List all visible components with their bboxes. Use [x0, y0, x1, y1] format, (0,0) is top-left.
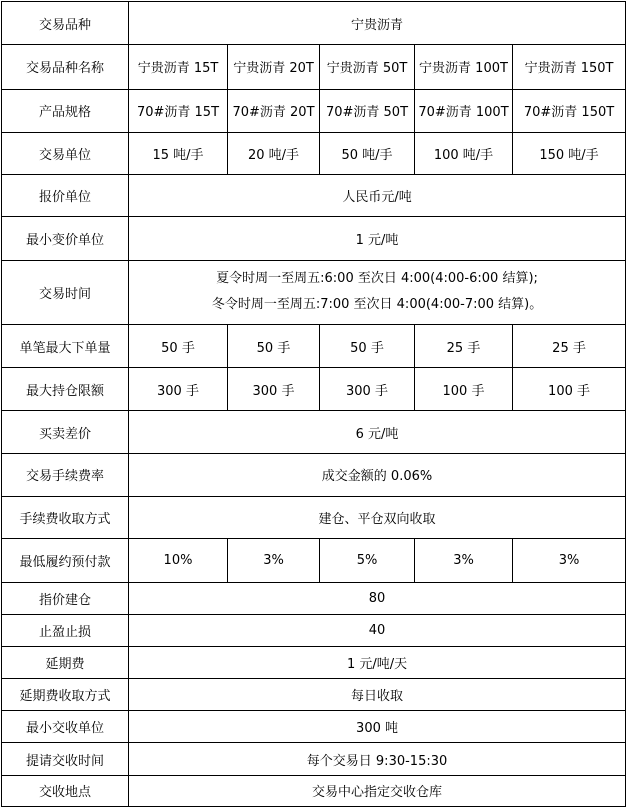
row-deferral-fee [2, 646, 626, 678]
row-variety [2, 2, 626, 45]
row-hours [2, 260, 626, 324]
cell-max-order: 50 手 [320, 324, 415, 367]
cell-margin: 5% [320, 539, 415, 582]
value-quote-unit: 人民币元/吨 [129, 175, 626, 217]
value-deferral-method: 每日收取 [129, 679, 626, 711]
row-min-delivery [2, 711, 626, 743]
label-delivery-place: 交收地点 [2, 775, 129, 806]
value-tick: 1 元/吨 [129, 217, 626, 260]
cell-max-position: 300 手 [320, 368, 415, 411]
cell-spec: 70#沥青 150T [513, 89, 626, 132]
label-fee-method: 手续费收取方式 [2, 497, 129, 539]
cell-max-order: 25 手 [415, 324, 513, 367]
cell-margin: 3% [415, 539, 513, 582]
cell-unit: 15 吨/手 [129, 132, 228, 174]
cell-name: 宁贵沥青 50T [320, 45, 415, 89]
label-delivery-time: 提请交收时间 [2, 743, 129, 775]
label-variety: 交易品种 [2, 2, 129, 45]
cell-unit: 50 吨/手 [320, 132, 415, 174]
label-tick: 最小变价单位 [2, 217, 129, 260]
cell-max-position: 300 手 [129, 368, 228, 411]
row-quote-unit [2, 175, 626, 217]
row-spread [2, 411, 626, 453]
cell-max-order: 25 手 [513, 324, 626, 367]
cell-name: 宁贵沥青 20T [228, 45, 320, 89]
row-delivery-time [2, 743, 626, 775]
value-tp-sl: 40 [129, 614, 626, 646]
row-max-order [2, 324, 626, 367]
label-quote-unit: 报价单位 [2, 175, 129, 217]
value-delivery-place: 交易中心指定交收仓库 [129, 775, 626, 806]
row-margin [2, 539, 626, 582]
label-deferral-method: 延期费收取方式 [2, 679, 129, 711]
row-unit [2, 132, 626, 174]
value-deferral-fee: 1 元/吨/天 [129, 646, 626, 678]
cell-spec: 70#沥青 50T [320, 89, 415, 132]
cell-name: 宁贵沥青 100T [415, 45, 513, 89]
row-spec [2, 89, 626, 132]
cell-margin: 3% [513, 539, 626, 582]
label-max-position: 最大持仓限额 [2, 368, 129, 411]
cell-max-position: 100 手 [513, 368, 626, 411]
row-delivery-place [2, 775, 626, 806]
cell-max-position: 100 手 [415, 368, 513, 411]
label-fee-rate: 交易手续费率 [2, 453, 129, 496]
label-unit: 交易单位 [2, 132, 129, 174]
row-fee-method [2, 497, 626, 539]
hours-summer: 夏令时周一至周五:6:00 至次日 4:00(4:00-6:00 结算); [216, 271, 538, 287]
label-names: 交易品种名称 [2, 45, 129, 89]
cell-unit: 150 吨/手 [513, 132, 626, 174]
cell-spec: 70#沥青 20T [228, 89, 320, 132]
value-spread: 6 元/吨 [129, 411, 626, 453]
hours-winter: 冬令时周一至周五:7:00 至次日 4:00(4:00-7:00 结算)。 [211, 297, 543, 313]
value-hours [129, 260, 626, 324]
cell-spec: 70#沥青 15T [129, 89, 228, 132]
label-limit-open: 指价建仓 [2, 582, 129, 614]
row-limit-open [2, 582, 626, 614]
cell-max-position: 300 手 [228, 368, 320, 411]
cell-unit: 100 吨/手 [415, 132, 513, 174]
label-hours: 交易时间 [2, 260, 129, 324]
label-max-order: 单笔最大下单量 [2, 324, 129, 367]
cell-max-order: 50 手 [228, 324, 320, 367]
label-spec: 产品规格 [2, 89, 129, 132]
cell-margin: 3% [228, 539, 320, 582]
label-tp-sl: 止盈止损 [2, 614, 129, 646]
cell-max-order: 50 手 [129, 324, 228, 367]
value-min-delivery: 300 吨 [129, 711, 626, 743]
label-min-delivery: 最小交收单位 [2, 711, 129, 743]
value-fee-rate: 成交金额的 0.06% [129, 453, 626, 496]
row-tick [2, 217, 626, 260]
row-deferral-method [2, 679, 626, 711]
row-fee-rate [2, 453, 626, 496]
contract-spec-table [1, 1, 626, 807]
cell-spec: 70#沥青 100T [415, 89, 513, 132]
cell-margin: 10% [129, 539, 228, 582]
value-variety: 宁贵沥青 [129, 2, 626, 45]
label-spread: 买卖差价 [2, 411, 129, 453]
value-limit-open: 80 [129, 582, 626, 614]
label-margin: 最低履约预付款 [2, 539, 129, 582]
value-fee-method: 建仓、平仓双向收取 [129, 497, 626, 539]
row-max-position [2, 368, 626, 411]
cell-name: 宁贵沥青 15T [129, 45, 228, 89]
row-tp-sl [2, 614, 626, 646]
value-delivery-time: 每个交易日 9:30-15:30 [129, 743, 626, 775]
cell-unit: 20 吨/手 [228, 132, 320, 174]
label-deferral-fee: 延期费 [2, 646, 129, 678]
cell-name: 宁贵沥青 150T [513, 45, 626, 89]
row-names [2, 45, 626, 89]
